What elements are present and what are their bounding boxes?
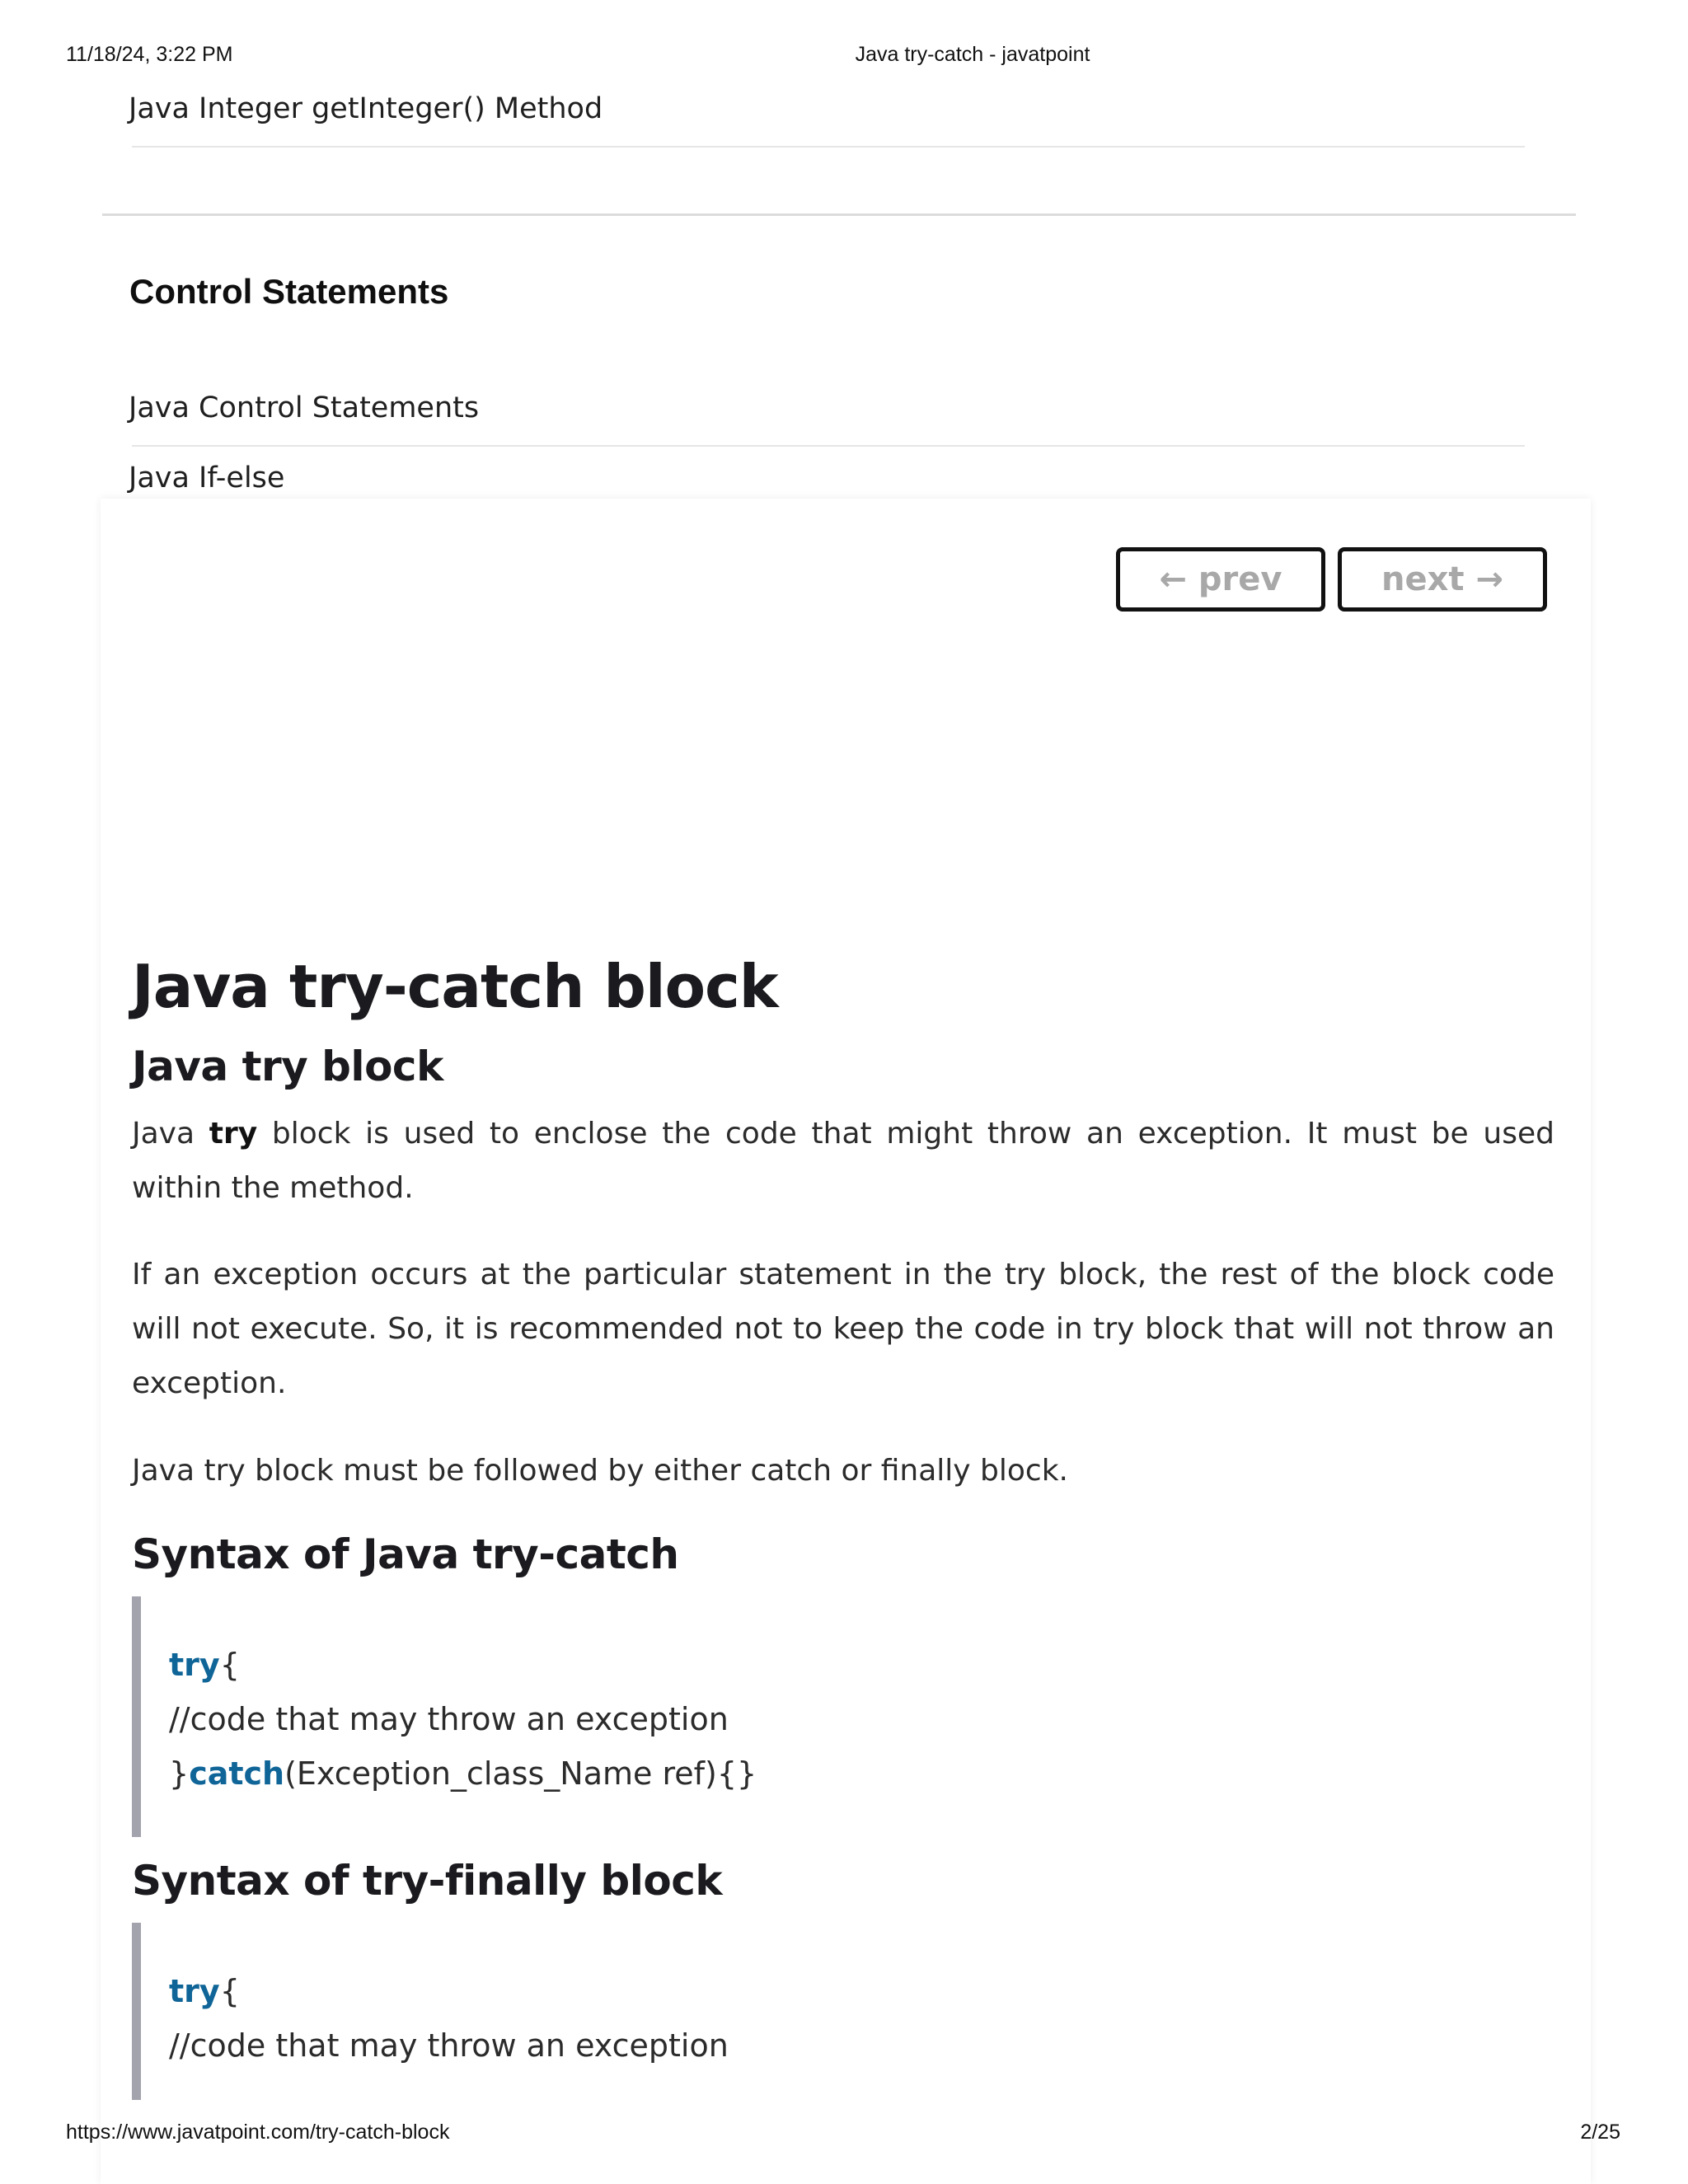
code-line [169,1964,1550,2018]
heading-syntax-try-finally: Syntax of try-finally block [132,1857,723,1905]
code-line [169,1746,1550,1801]
code-brace: { [219,1647,240,1683]
prev-button[interactable]: ← prev [1116,547,1325,612]
heading-syntax-try-catch: Syntax of Java try-catch [132,1530,679,1578]
print-datetime: 11/18/24, 3:22 PM [66,43,233,66]
section-divider [102,213,1576,216]
keyword-catch: catch [189,1755,285,1792]
sidebar-link-if-else[interactable]: Java If-else [129,462,285,494]
code-block-try-finally [132,1923,1550,2100]
print-page-number: 2/25 [1580,2121,1620,2144]
code-brace: } [169,1755,190,1792]
para1-bold-keyword: try [209,1117,258,1151]
paragraph-try-definition [132,1107,1554,1216]
code-brace: { [219,1973,240,2009]
paragraph-exception-behavior: If an exception occurs at the particular statement in the try block, the rest of the block code will not execute. So, it is recommended not to keep the code in try block that will not throw an exception. [132,1258,1554,1400]
sidebar-link-getinteger[interactable]: Java Integer getInteger() Method [129,92,603,125]
print-url: https://www.javatpoint.com/try-catch-block [66,2121,450,2144]
para1-suffix: block is used to enclose the code that might throw an exception. It must be used within the method. [132,1117,1554,1205]
code-comment: //code that may throw an exception [169,2027,729,2064]
sidebar-link-control-statements[interactable]: Java Control Statements [129,391,480,424]
code-block-try-catch [132,1596,1550,1837]
para1-prefix: Java [132,1117,209,1151]
divider [132,146,1525,148]
code-catch-args: (Exception_class_Name ref){} [284,1755,757,1792]
keyword-try: try [169,1973,220,2009]
code-comment: //code that may throw an exception [169,1701,729,1737]
print-page-title: Java try-catch - javatpoint [855,43,1090,66]
sidebar-section-heading: Control Statements [129,272,449,311]
heading-java-try-block: Java try block [132,1043,443,1090]
paragraph-try-followed: Java try block must be followed by either catch or finally block. [132,1454,1069,1488]
page-title: Java try-catch block [132,952,778,1021]
keyword-try: try [169,1647,220,1683]
divider [132,445,1525,447]
code-line [169,1638,1550,1692]
next-button[interactable]: next → [1338,547,1547,612]
